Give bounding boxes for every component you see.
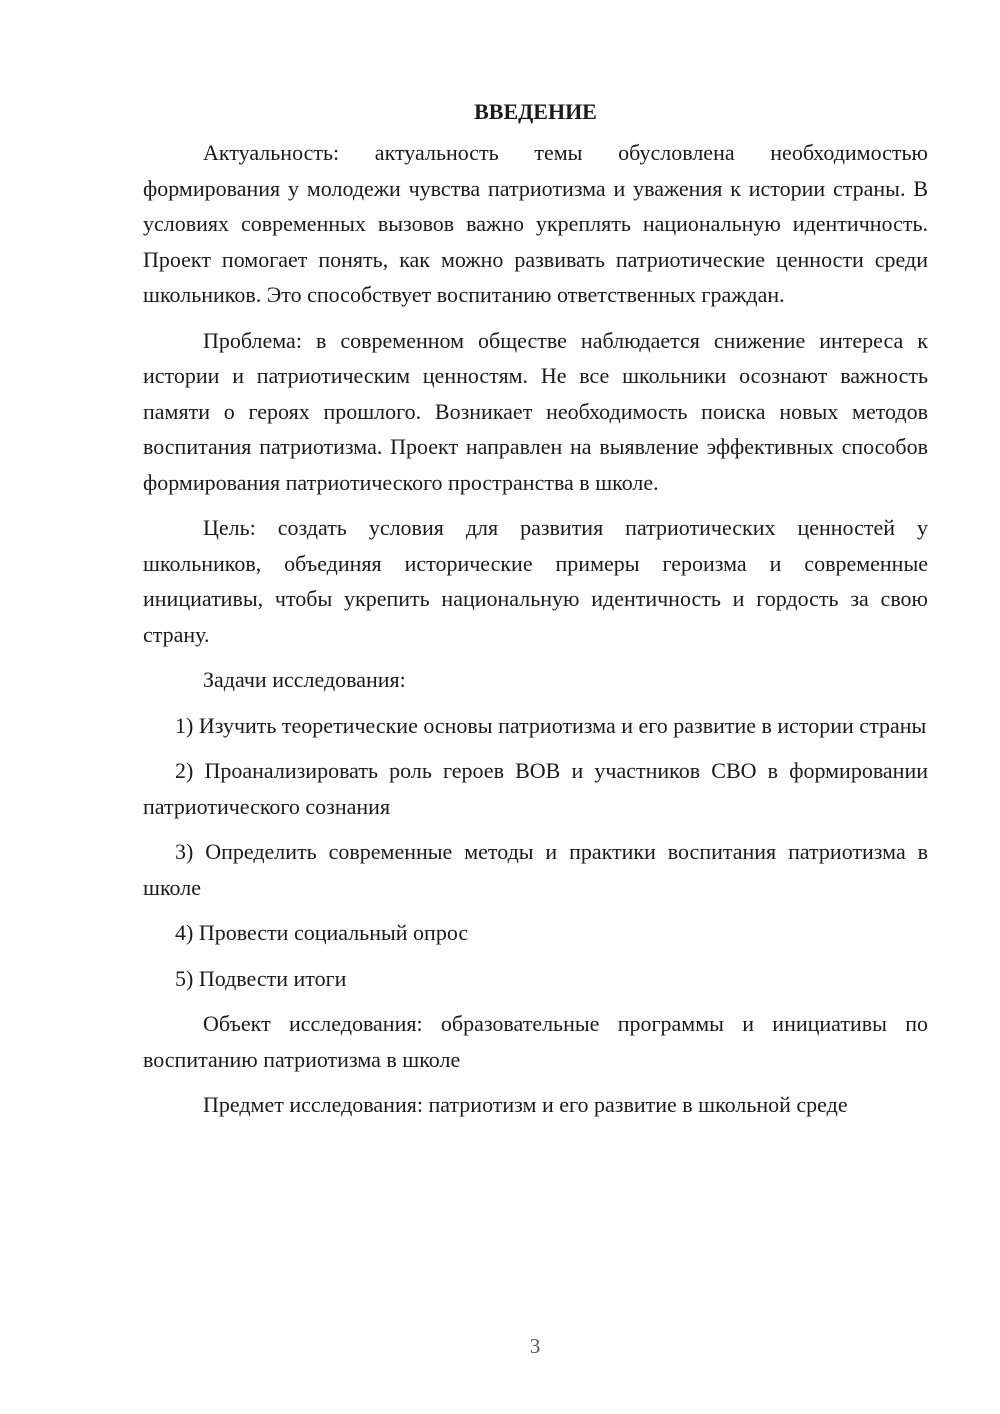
problem-paragraph: Проблема: в современном обществе наблюдается снижение интереса к истории и патриотическим ценностям. Не все школьники осознают важность памяти о героях прошлого. Возникает необходимость поиска новых методов воспитания патриотизма. Проект направлен на выявление эффективных способов формирования патриотического пространства в школе. <box>143 327 928 495</box>
subject-paragraph: Предмет исследования: патриотизм и его развитие в школьной среде <box>203 1092 848 1117</box>
task-item-3: 3) Определить современные методы и практики воспитания патриотизма в школе <box>143 839 928 900</box>
task-item-1: 1) Изучить теоретические основы патриотизма и его развитие в истории страны <box>175 712 927 738</box>
tasks-title: Задачи исследования: <box>203 667 406 692</box>
page-number: 3 <box>529 1334 541 1358</box>
task-item-5: 5) Подвести итоги <box>175 965 347 991</box>
page-title: ВВЕДЕНИЕ <box>474 99 597 124</box>
page-content <box>143 94 928 1133</box>
object-paragraph: Объект исследования: образовательные программы и инициативы по воспитанию патриотизма в школе <box>143 1011 928 1072</box>
relevance-paragraph: Актуальность: актуальность темы обусловлена необходимостью формирования у молодежи чувства патриотизма и уважения к истории страны. В условиях современных вызовов важно укреплять национальную идентичность. Проект помогает понять, как можно развивать патриотические ценности среди школьников. Это способствует воспитанию ответственных граждан. <box>143 140 928 307</box>
goal-paragraph: Цель: создать условия для развития патриотических ценностей у школьников, объединяя исторические примеры героизма и современные инициативы, чтобы укрепить национальную идентичность и гордость за свою страну. <box>143 515 928 647</box>
task-item-4: 4) Провести социальный опрос <box>175 920 469 945</box>
task-item-2: 2) Проанализировать роль героев ВОВ и участников СВО в формировании патриотического сознания <box>143 758 928 819</box>
